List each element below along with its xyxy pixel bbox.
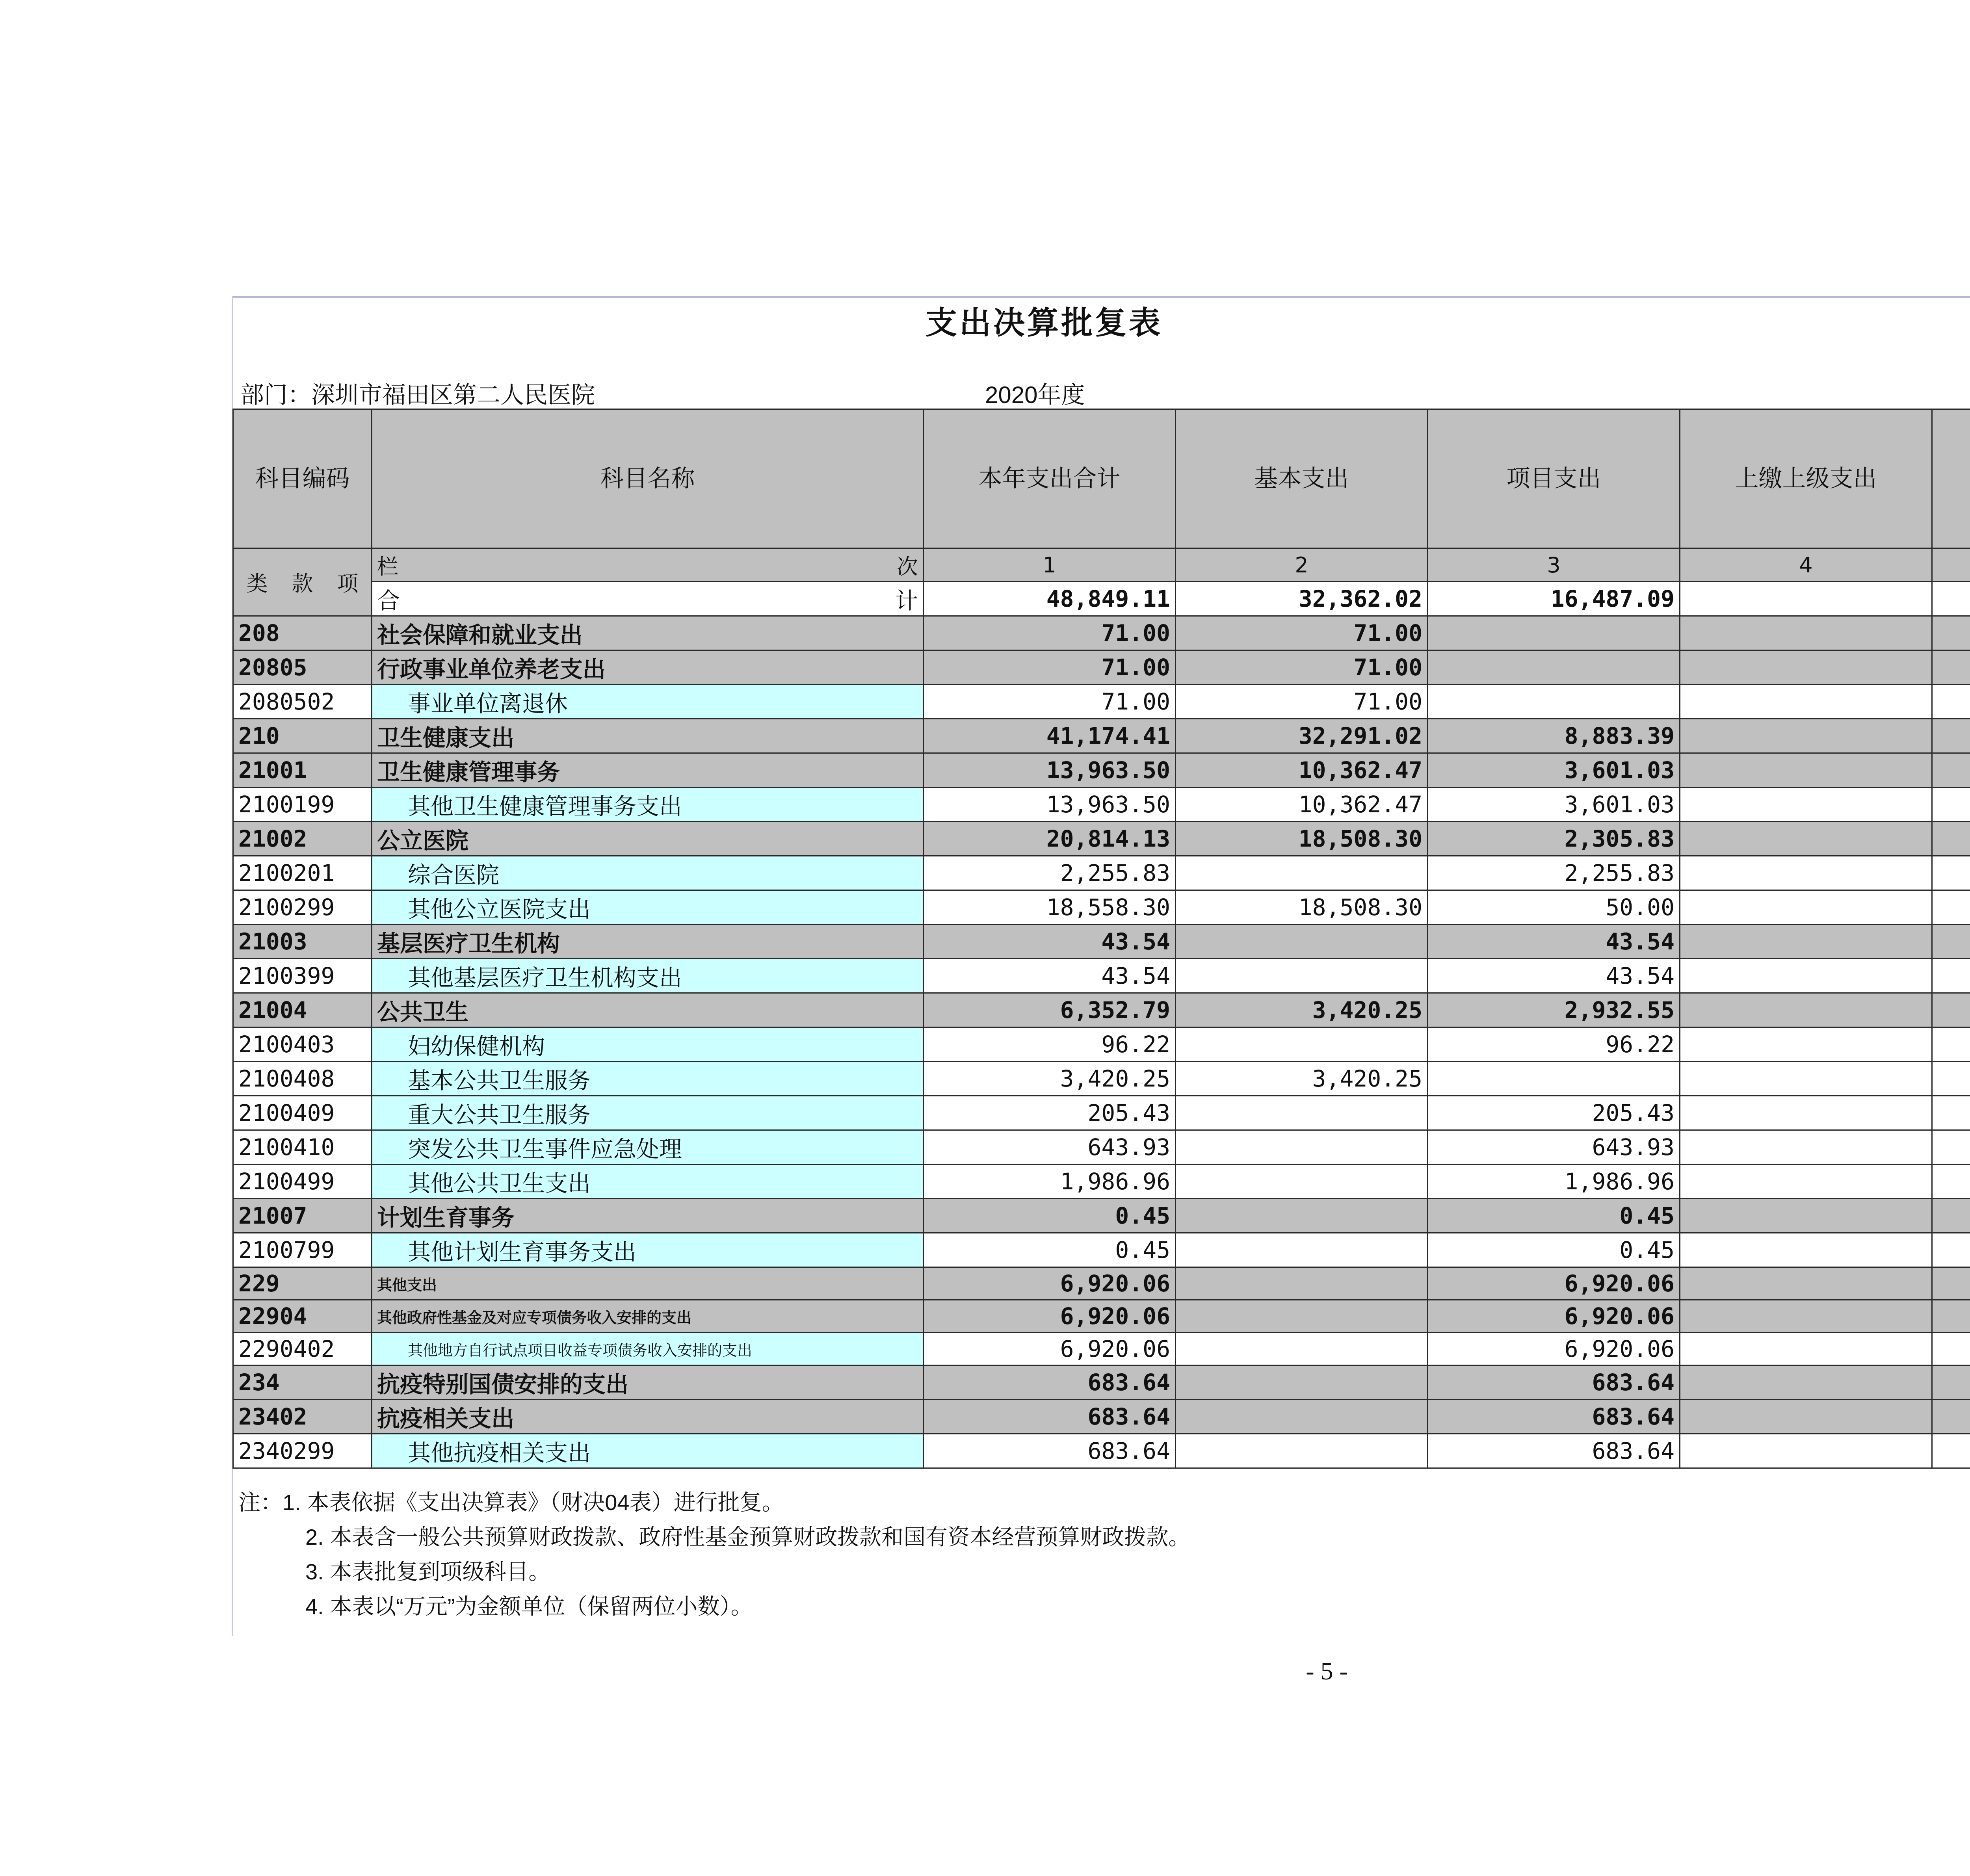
note-line: 4. 本表以“万元”为金额单位（保留两位小数）。 <box>305 1594 753 1619</box>
subject-code: 2340299 <box>233 1434 372 1468</box>
upper-cell <box>1680 1267 1932 1300</box>
total-cell: 683.64 <box>924 1365 1176 1400</box>
upper-cell <box>1680 650 1932 685</box>
table-row <box>233 1130 1970 1165</box>
subject-name: 突发公共卫生事件应急处理 <box>372 1130 924 1165</box>
subject-code: 2100799 <box>233 1233 372 1267</box>
note-line: 3. 本表批复到项级科目。 <box>305 1559 551 1584</box>
subject-code: 23402 <box>233 1400 372 1434</box>
total-cell: 6,352.79 <box>924 993 1176 1027</box>
subject-code: 210 <box>233 719 372 753</box>
project-cell: 3,601.03 <box>1428 753 1680 788</box>
upper-cell <box>1680 959 1932 993</box>
table-row <box>233 1027 1970 1062</box>
basic-cell <box>1176 1096 1428 1130</box>
table-row <box>233 856 1970 890</box>
project-cell: 2,305.83 <box>1428 822 1680 856</box>
business-cell <box>1932 1027 1970 1062</box>
total-cell: 71.00 <box>924 685 1176 719</box>
col-num-4: 4 <box>1680 548 1932 582</box>
basic-cell: 3,420.25 <box>1176 1062 1428 1096</box>
table-row <box>233 753 1970 788</box>
total-cell: 96.22 <box>924 1027 1176 1062</box>
business-cell <box>1932 1434 1970 1468</box>
basic-cell <box>1176 1199 1428 1233</box>
subject-name: 妇幼保健机构 <box>372 1027 924 1062</box>
basic-cell: 3,420.25 <box>1176 993 1428 1027</box>
subject-name: 其他公共卫生支出 <box>372 1165 924 1199</box>
upper-cell <box>1680 1096 1932 1130</box>
project-cell: 1,986.96 <box>1428 1165 1680 1199</box>
project-cell: 683.64 <box>1428 1434 1680 1468</box>
business-cell <box>1932 1400 1970 1434</box>
table-row <box>233 719 1970 753</box>
notes-section <box>238 1485 1190 1624</box>
upper-cell <box>1680 1365 1932 1400</box>
subject-code: 2100410 <box>233 1130 372 1165</box>
table-row <box>233 1267 1970 1300</box>
expenditure-table <box>232 409 1970 1469</box>
col-num-2: 2 <box>1176 548 1428 582</box>
total-cell: 6,920.06 <box>924 1333 1176 1365</box>
total-basic: 32,362.02 <box>1176 582 1428 616</box>
upper-cell <box>1680 1199 1932 1233</box>
header-row <box>233 409 1970 548</box>
he-ji-cell <box>372 582 924 616</box>
subject-code: 20805 <box>233 650 372 685</box>
header-code: 科目编码 <box>233 409 372 548</box>
subject-code: 21002 <box>233 822 372 856</box>
kuan-label: 款 <box>292 571 313 596</box>
subject-name: 其他地方自行试点项目收益专项债务收入安排的支出 <box>372 1333 924 1365</box>
basic-cell <box>1176 1027 1428 1062</box>
table-row <box>233 890 1970 925</box>
total-business <box>1932 582 1970 616</box>
total-cell: 0.45 <box>924 1199 1176 1233</box>
project-cell: 6,920.06 <box>1428 1333 1680 1365</box>
basic-cell <box>1176 925 1428 959</box>
business-cell <box>1932 1233 1970 1267</box>
table-row <box>233 616 1970 650</box>
total-row <box>233 582 1970 616</box>
basic-cell: 18,508.30 <box>1176 822 1428 856</box>
upper-cell <box>1680 822 1932 856</box>
business-cell <box>1932 1333 1970 1365</box>
subject-name: 其他公立医院支出 <box>372 890 924 925</box>
project-cell: 683.64 <box>1428 1365 1680 1400</box>
basic-cell <box>1176 1300 1428 1333</box>
table-row <box>233 1199 1970 1233</box>
header-total: 本年支出合计 <box>924 409 1176 548</box>
business-cell <box>1932 1300 1970 1333</box>
business-cell <box>1932 959 1970 993</box>
subject-name: 基层医疗卫生机构 <box>372 925 924 959</box>
basic-cell: 10,362.47 <box>1176 753 1428 788</box>
subject-name: 卫生健康支出 <box>372 719 924 753</box>
total-cell: 43.54 <box>924 959 1176 993</box>
subject-name: 重大公共卫生服务 <box>372 1096 924 1130</box>
business-cell <box>1932 1062 1970 1096</box>
project-cell: 683.64 <box>1428 1400 1680 1434</box>
project-cell <box>1428 685 1680 719</box>
business-cell <box>1932 925 1970 959</box>
table-row <box>233 1165 1970 1199</box>
subject-code: 234 <box>233 1365 372 1400</box>
total-cell: 205.43 <box>924 1096 1176 1130</box>
total-project: 16,487.09 <box>1428 582 1680 616</box>
business-cell <box>1932 856 1970 890</box>
subject-code: 2100399 <box>233 959 372 993</box>
basic-cell <box>1176 1400 1428 1434</box>
basic-cell <box>1176 1333 1428 1365</box>
table-row <box>233 822 1970 856</box>
table-row <box>233 685 1970 719</box>
lan-label: 栏 <box>377 554 398 579</box>
subject-name: 行政事业单位养老支出 <box>372 650 924 685</box>
subject-code: 2100299 <box>233 890 372 925</box>
project-cell: 205.43 <box>1428 1096 1680 1130</box>
table-row <box>233 1096 1970 1130</box>
total-cell: 41,174.41 <box>924 719 1176 753</box>
upper-cell <box>1680 1233 1932 1267</box>
project-cell: 0.45 <box>1428 1233 1680 1267</box>
project-cell <box>1428 616 1680 650</box>
subject-code: 21004 <box>233 993 372 1027</box>
table-row <box>233 788 1970 822</box>
subject-name: 基本公共卫生服务 <box>372 1062 924 1096</box>
total-cell: 71.00 <box>924 616 1176 650</box>
upper-cell <box>1680 890 1932 925</box>
project-cell <box>1428 1062 1680 1096</box>
note-line: 2. 本表含一般公共预算财政拨款、政府性基金预算财政拨款和国有资本经营预算财政拨款。 <box>305 1525 1191 1549</box>
basic-cell: 71.00 <box>1176 685 1428 719</box>
project-cell: 6,920.06 <box>1428 1300 1680 1333</box>
total-cell: 13,963.50 <box>924 753 1176 788</box>
total-amount: 48,849.11 <box>924 582 1176 616</box>
ci-label: 次 <box>897 554 918 579</box>
upper-cell <box>1680 719 1932 753</box>
business-cell <box>1932 822 1970 856</box>
business-cell <box>1932 1199 1970 1233</box>
basic-cell <box>1176 1267 1428 1300</box>
subject-code: 21003 <box>233 925 372 959</box>
subject-name: 社会保障和就业支出 <box>372 616 924 650</box>
business-cell <box>1932 1130 1970 1165</box>
subject-name: 抗疫特别国债安排的支出 <box>372 1365 924 1400</box>
lei-label: 类 <box>246 571 268 596</box>
upper-cell <box>1680 993 1932 1027</box>
total-cell: 0.45 <box>924 1233 1176 1267</box>
subject-name: 其他计划生育事务支出 <box>372 1233 924 1267</box>
table-body <box>233 616 1970 1468</box>
total-cell: 20,814.13 <box>924 822 1176 856</box>
subject-name: 其他基层医疗卫生机构支出 <box>372 959 924 993</box>
he-label: 合 <box>377 588 400 614</box>
business-cell <box>1932 1165 1970 1199</box>
subject-name: 卫生健康管理事务 <box>372 753 924 788</box>
upper-cell <box>1680 1333 1932 1365</box>
total-cell: 18,558.30 <box>924 890 1176 925</box>
page-number: - 5 - <box>1306 1657 1348 1685</box>
business-cell <box>1932 993 1970 1027</box>
subject-code: 22904 <box>233 1300 372 1333</box>
project-cell: 2,255.83 <box>1428 856 1680 890</box>
upper-cell <box>1680 856 1932 890</box>
basic-cell <box>1176 1233 1428 1267</box>
subject-name: 抗疫相关支出 <box>372 1400 924 1434</box>
table-row <box>233 1233 1970 1267</box>
business-cell <box>1932 719 1970 753</box>
lei-kuan-xiang <box>233 548 372 616</box>
upper-cell <box>1680 1062 1932 1096</box>
fiscal-year: 2020年度 <box>985 382 1085 408</box>
upper-cell <box>1680 1165 1932 1199</box>
header-name: 科目名称 <box>372 409 924 548</box>
project-cell: 2,932.55 <box>1428 993 1680 1027</box>
subject-code: 2100409 <box>233 1096 372 1130</box>
subject-name: 事业单位离退休 <box>372 685 924 719</box>
table-row <box>233 1333 1970 1365</box>
upper-cell <box>1680 788 1932 822</box>
col-num-3: 3 <box>1428 548 1680 582</box>
department-label: 部门：深圳市福田区第二人民医院 <box>240 382 595 408</box>
project-cell: 643.93 <box>1428 1130 1680 1165</box>
ji-label: 计 <box>895 588 918 614</box>
subject-name: 计划生育事务 <box>372 1199 924 1233</box>
upper-cell <box>1680 1130 1932 1165</box>
total-cell: 6,920.06 <box>924 1267 1176 1300</box>
project-cell: 8,883.39 <box>1428 719 1680 753</box>
project-cell: 0.45 <box>1428 1199 1680 1233</box>
col-num-5 <box>1932 548 1970 582</box>
basic-cell: 10,362.47 <box>1176 788 1428 822</box>
project-cell <box>1428 650 1680 685</box>
basic-cell <box>1176 856 1428 890</box>
table-row <box>233 959 1970 993</box>
total-cell: 683.64 <box>924 1434 1176 1468</box>
lan-ci-cell <box>372 548 924 582</box>
basic-cell <box>1176 1434 1428 1468</box>
header-upper: 上缴上级支出 <box>1680 409 1932 548</box>
header-business <box>1932 409 1970 548</box>
business-cell <box>1932 685 1970 719</box>
subject-name: 其他政府性基金及对应专项债务收入安排的支出 <box>372 1300 924 1333</box>
table-row <box>233 1400 1970 1434</box>
subject-code: 21007 <box>233 1199 372 1233</box>
subject-code: 2100403 <box>233 1027 372 1062</box>
basic-cell: 18,508.30 <box>1176 890 1428 925</box>
basic-cell <box>1176 1365 1428 1400</box>
project-cell: 43.54 <box>1428 925 1680 959</box>
basic-cell: 71.00 <box>1176 616 1428 650</box>
subject-code: 2100408 <box>233 1062 372 1096</box>
subject-name: 其他抗疫相关支出 <box>372 1434 924 1468</box>
subject-code: 208 <box>233 616 372 650</box>
basic-cell <box>1176 959 1428 993</box>
table-row <box>233 993 1970 1027</box>
subject-name: 其他卫生健康管理事务支出 <box>372 788 924 822</box>
table-row <box>233 1365 1970 1400</box>
project-cell: 6,920.06 <box>1428 1267 1680 1300</box>
upper-cell <box>1680 1027 1932 1062</box>
col-num-1: 1 <box>924 548 1176 582</box>
header-basic: 基本支出 <box>1176 409 1428 548</box>
total-upper <box>1680 582 1932 616</box>
upper-cell <box>1680 753 1932 788</box>
basic-cell: 71.00 <box>1176 650 1428 685</box>
basic-cell <box>1176 1130 1428 1165</box>
project-cell: 3,601.03 <box>1428 788 1680 822</box>
total-cell: 13,963.50 <box>924 788 1176 822</box>
business-cell <box>1932 616 1970 650</box>
subject-name: 其他支出 <box>372 1267 924 1300</box>
project-cell: 96.22 <box>1428 1027 1680 1062</box>
basic-cell <box>1176 1165 1428 1199</box>
table-row <box>233 1300 1970 1333</box>
report-title: 支出决算批复表 <box>926 305 1163 341</box>
project-cell: 50.00 <box>1428 890 1680 925</box>
business-cell <box>1932 788 1970 822</box>
business-cell <box>1932 1365 1970 1400</box>
business-cell <box>1932 753 1970 788</box>
subject-code: 2290402 <box>233 1333 372 1365</box>
total-cell: 2,255.83 <box>924 856 1176 890</box>
subject-code: 2100199 <box>233 788 372 822</box>
note-line: 注：1. 本表依据《支出决算表》（财决04表）进行批复。 <box>238 1490 784 1515</box>
subject-code: 229 <box>233 1267 372 1300</box>
total-cell: 643.93 <box>924 1130 1176 1165</box>
total-cell: 683.64 <box>924 1400 1176 1434</box>
subject-code: 2100201 <box>233 856 372 890</box>
upper-cell <box>1680 685 1932 719</box>
upper-cell <box>1680 925 1932 959</box>
total-cell: 6,920.06 <box>924 1300 1176 1333</box>
upper-cell <box>1680 1300 1932 1333</box>
project-cell: 43.54 <box>1428 959 1680 993</box>
upper-cell <box>1680 1434 1932 1468</box>
business-cell <box>1932 1267 1970 1300</box>
table-row <box>233 1062 1970 1096</box>
table-row <box>233 925 1970 959</box>
subject-name: 公共卫生 <box>372 993 924 1027</box>
subject-code: 21001 <box>233 753 372 788</box>
business-cell <box>1932 1096 1970 1130</box>
total-cell: 3,420.25 <box>924 1062 1176 1096</box>
xiang-label: 项 <box>337 571 359 596</box>
subject-name: 公立医院 <box>372 822 924 856</box>
header-project: 项目支出 <box>1428 409 1680 548</box>
basic-cell: 32,291.02 <box>1176 719 1428 753</box>
business-cell <box>1932 650 1970 685</box>
subject-code: 2100499 <box>233 1165 372 1199</box>
upper-cell <box>1680 616 1932 650</box>
column-index-row <box>233 548 1970 582</box>
table-row <box>233 650 1970 685</box>
total-cell: 71.00 <box>924 650 1176 685</box>
total-cell: 43.54 <box>924 925 1176 959</box>
subject-code: 2080502 <box>233 685 372 719</box>
business-cell <box>1932 890 1970 925</box>
table-row <box>233 1434 1970 1468</box>
total-cell: 1,986.96 <box>924 1165 1176 1199</box>
upper-cell <box>1680 1400 1932 1434</box>
subject-name: 综合医院 <box>372 856 924 890</box>
